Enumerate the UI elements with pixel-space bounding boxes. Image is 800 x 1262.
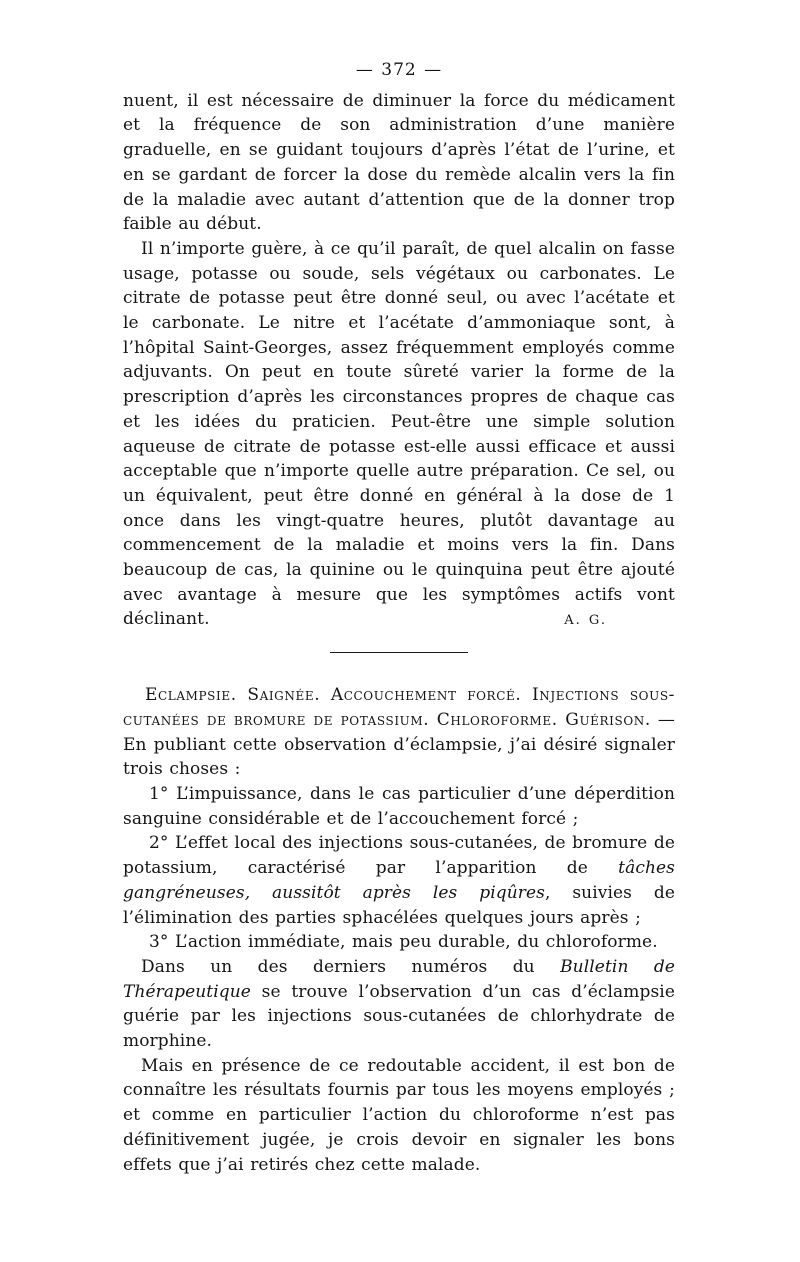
section-divider	[330, 652, 468, 653]
paragraph-alkali-block	[123, 237, 675, 634]
list-item-2-start: 2° L’effet local des injections sous-cutanées, de bromure de potassium, caractérisé par l’apparition de	[123, 833, 675, 879]
paragraph-bulletin-end: se trouve l’observation d’un cas d’éclampsie guérie par les injections sous-cutanées de chlorhydrate de morphine.	[123, 981, 675, 1052]
list-item-2	[123, 831, 675, 930]
list-item-2-end: , suivies de l’élimination des parties sphacélées quelques jours après ;	[123, 882, 675, 928]
page-number: — 372 —	[355, 60, 443, 80]
bulletin-title: Bulletin de Thérapeutique	[123, 956, 675, 1002]
paragraph-conclusion: Mais en présence de ce redoutable accident, il est bon de connaître les résultats fournis par tous les moyens employés ; et comme en particulier l’action du chloroforme n’est pas définitivement jugée, je crois devoir en signaler les bons effets que j’ai retirés chez cette malade.	[123, 1055, 675, 1175]
section-heading: Eclampsie. Saignée. Accouchement forcé. Injections sous-cutanées de bromure de potassium. Chloroforme. Guérison.	[123, 685, 675, 730]
paragraph-alkali-text: Il n’importe guère, à ce qu’il paraît, de quel alcalin on fasse usage, potasse ou soude, sels végétaux ou carbonates. Le citrate de potasse peut être donné seul, ou avec l’acétate et le carbonate. Le nitre et l’acétate d’ammoniaque sont, à l’hôpital Saint-Georges, assez fréquemment employés comme adjuvants. On peut en toute sûreté varier la forme de la prescription d’après les circonstances propres de chaque cas et les idées du praticien. Peut-être une simple solution aqueuse de citrate de potasse est-elle aussi efficace et aussi acceptable que n’importe quelle autre préparation. Ce sel, ou un équivalent, peut être donné en général à la dose de 1 once dans les vingt-quatre heures, plutôt davantage au commencement de la maladie et moins vers la fin. Dans beaucoup de cas, la quinine ou le quinquina peut être ajouté avec avantage à mesure que les symptômes actifs vont déclinant.	[123, 238, 675, 630]
section-intro: — En publiant cette observation d’éclampsie, j’ai désiré signaler trois choses :	[123, 709, 675, 780]
paragraph-bulletin-start: Dans un des derniers numéros du	[141, 956, 561, 977]
list-item-2-italic: tâches gangréneuses, aussitôt après les piqûres	[123, 858, 675, 903]
section-heading-block	[123, 683, 675, 782]
list-item-3: 3° L’action immédiate, mais peu durable, du chloroforme.	[149, 932, 658, 953]
paragraph-continuation: nuent, il est nécessaire de diminuer la force du médicament et la fréquence de son administration d’une manière graduelle, en se guidant toujours d’après l’état de l’urine, et en se gardant de forcer la dose du remède alcalin vers la fin de la maladie avec autant d’attention que de la donner trop faible au début.	[123, 90, 675, 235]
list-item-1: 1° L’impuissance, dans le cas particulier d’une déperdition sanguine considérable et de l’accouchement forcé ;	[123, 783, 675, 829]
text-column	[123, 58, 675, 1177]
paragraph-bulletin	[123, 955, 675, 1054]
paragraph-alkali	[123, 237, 675, 632]
signature: A. G.	[564, 613, 607, 629]
